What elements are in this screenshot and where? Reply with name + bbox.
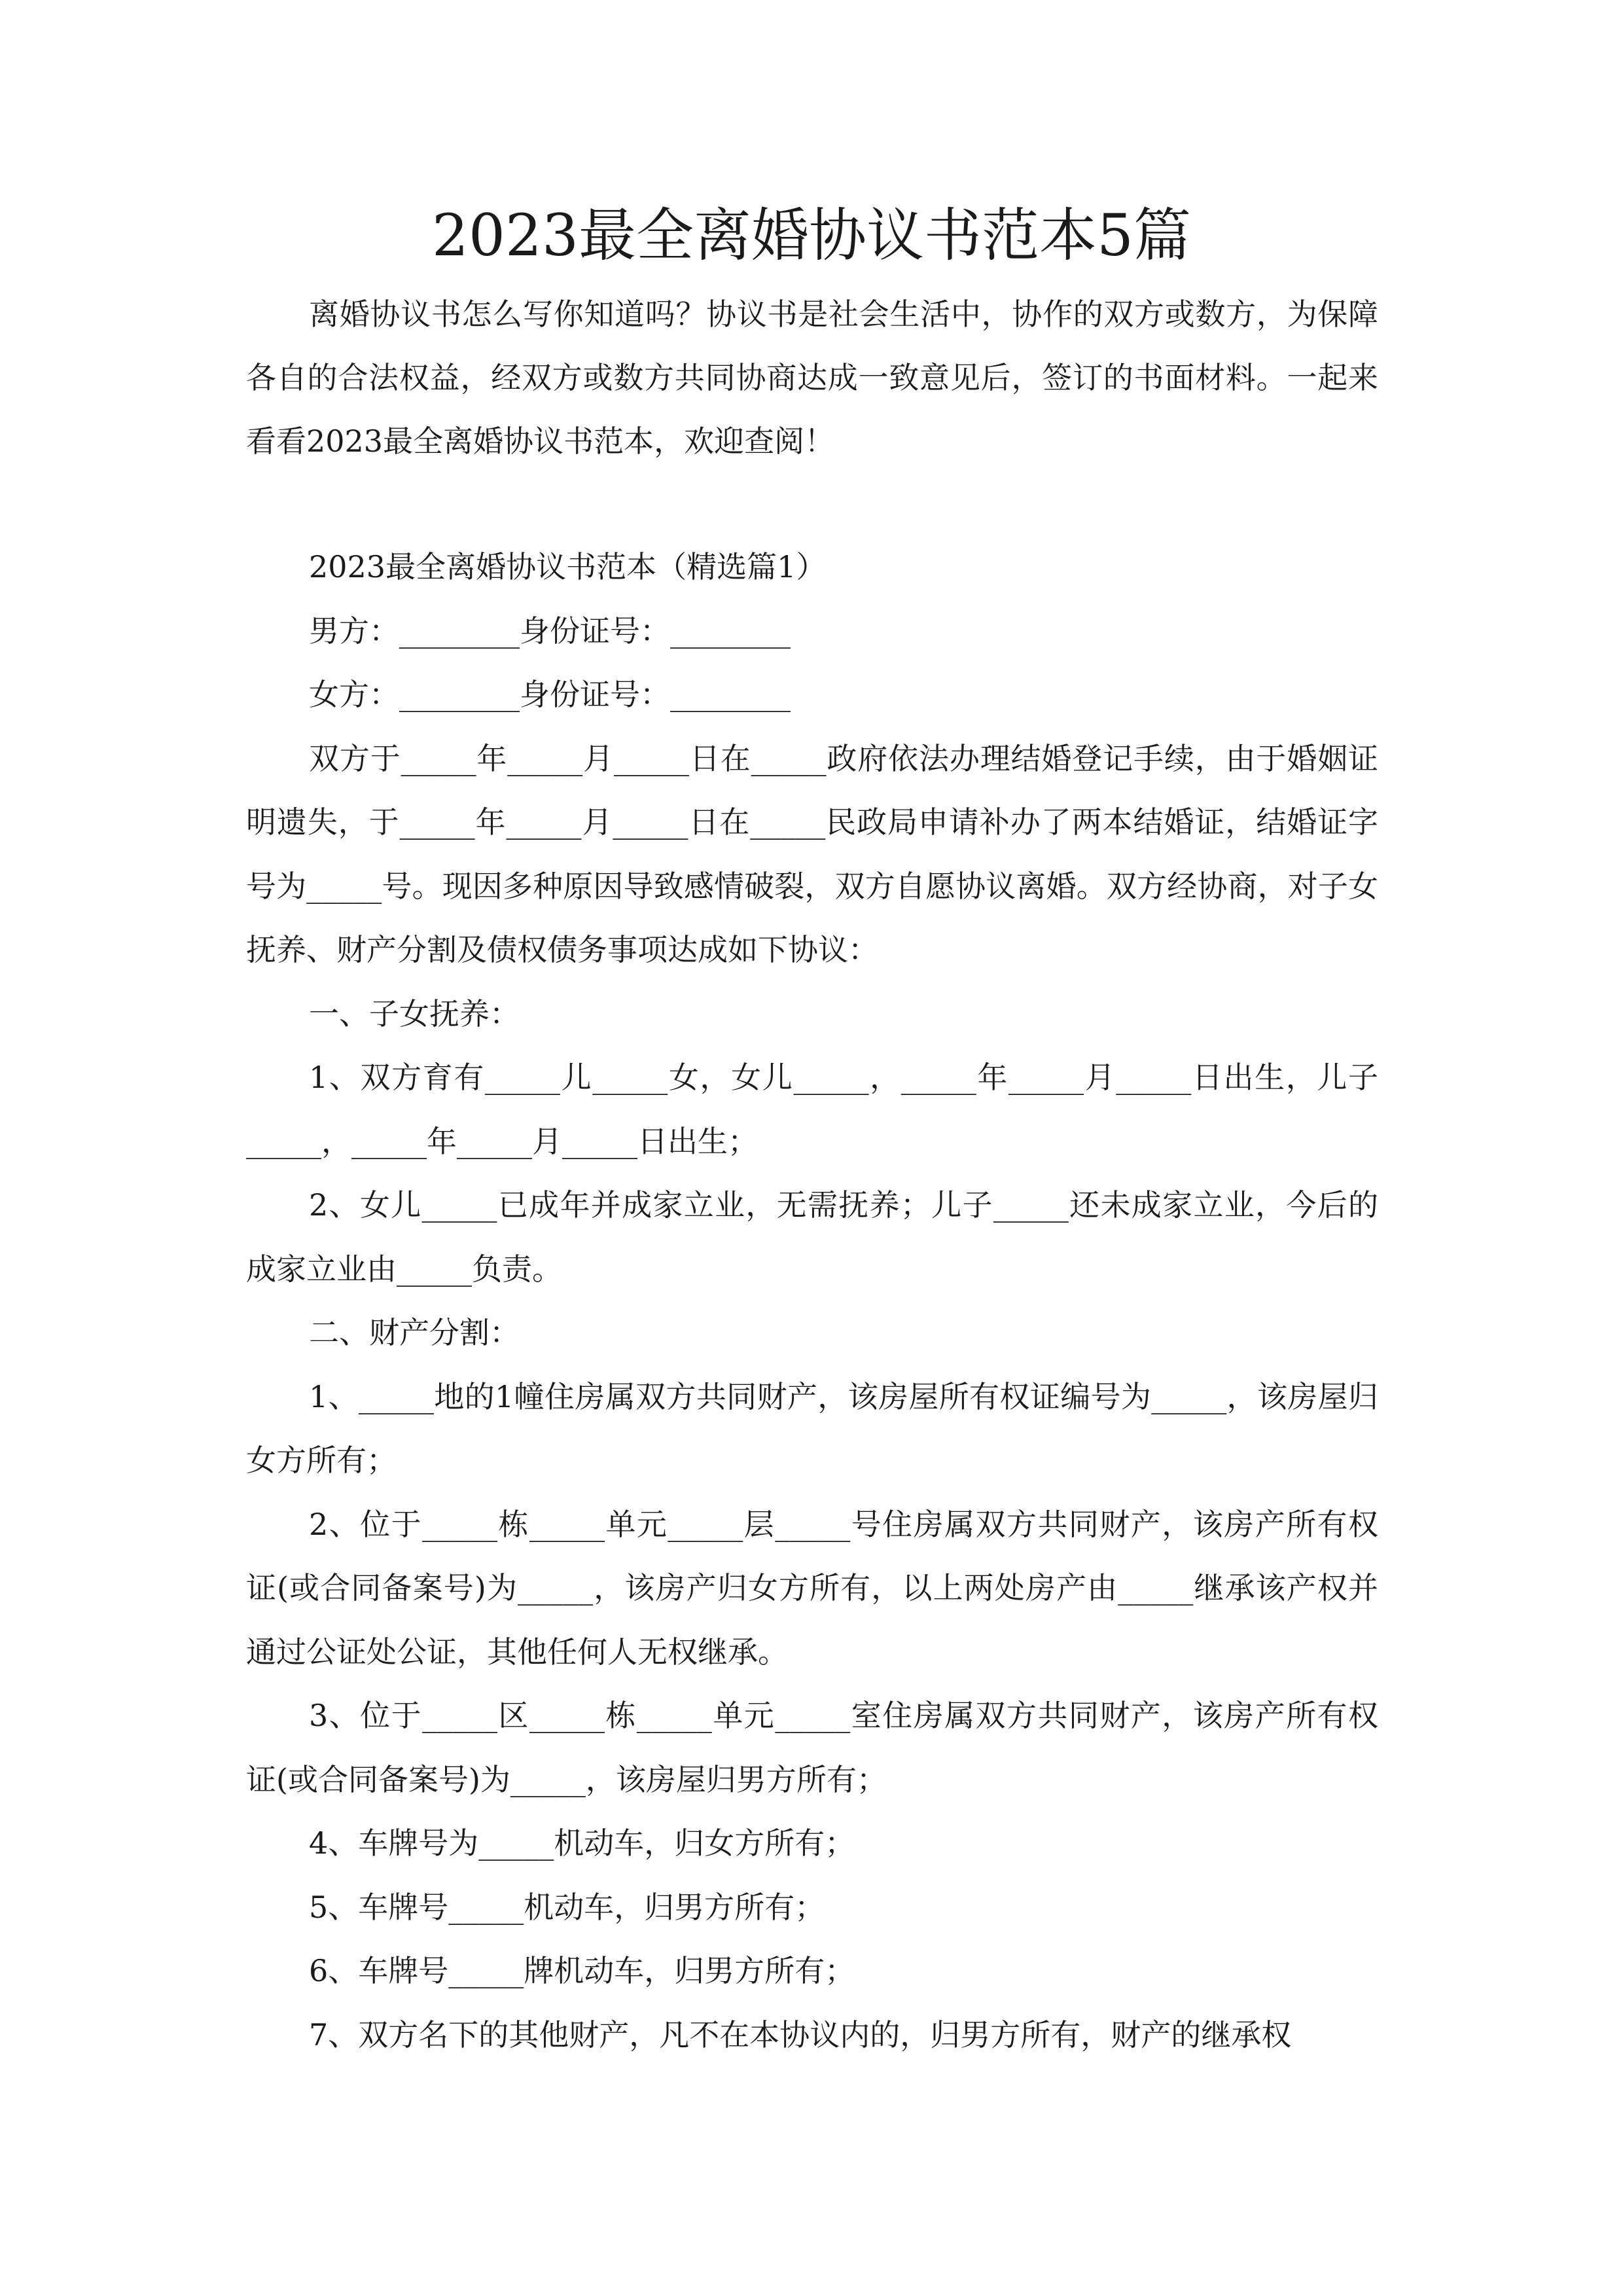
document-title: 2023最全离婚协议书范本5篇 bbox=[432, 202, 1191, 269]
property-item-2: 2、位于_____栋_____单元_____层_____号住房属双方共同财产，该房产所有权证(或合同备案号)为_____，该房产归女方所有，以上两处房产由_____继承该产权并通过公证处公证，其他任何人无权继承。 bbox=[246, 1506, 1378, 1670]
property-item-5: 5、车牌号_____机动车，归男方所有； bbox=[309, 1889, 825, 1925]
intro-paragraph: 离婚协议书怎么写你知道吗？协议书是社会生活中，协作的双方或数方，为保障各自的合法权益，经双方或数方共同协商达成一致意见后，签订的书面材料。一起来看看2023最全离婚协议书范本，欢迎查阅！ bbox=[246, 296, 1378, 459]
property-item-7: 7、双方名下的其他财产，凡不在本协议内的，归男方所有，财产的继承权 bbox=[309, 2017, 1292, 2053]
agreement-body bbox=[246, 535, 1378, 2067]
wife-line: 女方：________身份证号：________ bbox=[309, 677, 791, 712]
husband-line: 男方：________身份证号：________ bbox=[309, 613, 791, 649]
children-item-2: 2、女儿_____已成年并成家立业，无需抚养；儿子_____还未成家立业，今后的成家立业由_____负责。 bbox=[246, 1187, 1378, 1287]
property-item-4: 4、车牌号为_____机动车，归女方所有； bbox=[309, 1825, 855, 1861]
children-heading: 一、子女抚养： bbox=[309, 996, 520, 1031]
children-item-1: 1、双方育有_____儿_____女，女儿_____，_____年_____月_____日出生，儿子_____，_____年_____月_____日出生； bbox=[246, 1060, 1378, 1159]
marriage-paragraph: 双方于_____年_____月_____日在_____政府依法办理结婚登记手续，由于婚姻证明遗失，于_____年_____月_____日在_____民政局申请补办了两本结婚证，结婚证字号为_____号。现因多种原因导致感情破裂，双方自愿协议离婚。双方经协商，对子女抚养、财产分割及债权债务事项达成如下协议： bbox=[246, 740, 1378, 967]
property-item-1: 1、_____地的1幢住房属双方共同财产，该房屋所有权证编号为_____，该房屋归女方所有； bbox=[246, 1378, 1378, 1478]
property-item-3: 3、位于_____区_____栋_____单元_____室住房属双方共同财产，该房产所有权证(或合同备案号)为_____，该房屋归男方所有； bbox=[246, 1698, 1378, 1797]
property-heading: 二、财产分割： bbox=[309, 1315, 520, 1350]
section-heading: 2023最全离婚协议书范本（精选篇1） bbox=[309, 549, 827, 584]
property-item-6: 6、车牌号_____牌机动车，归男方所有； bbox=[309, 1953, 855, 1988]
